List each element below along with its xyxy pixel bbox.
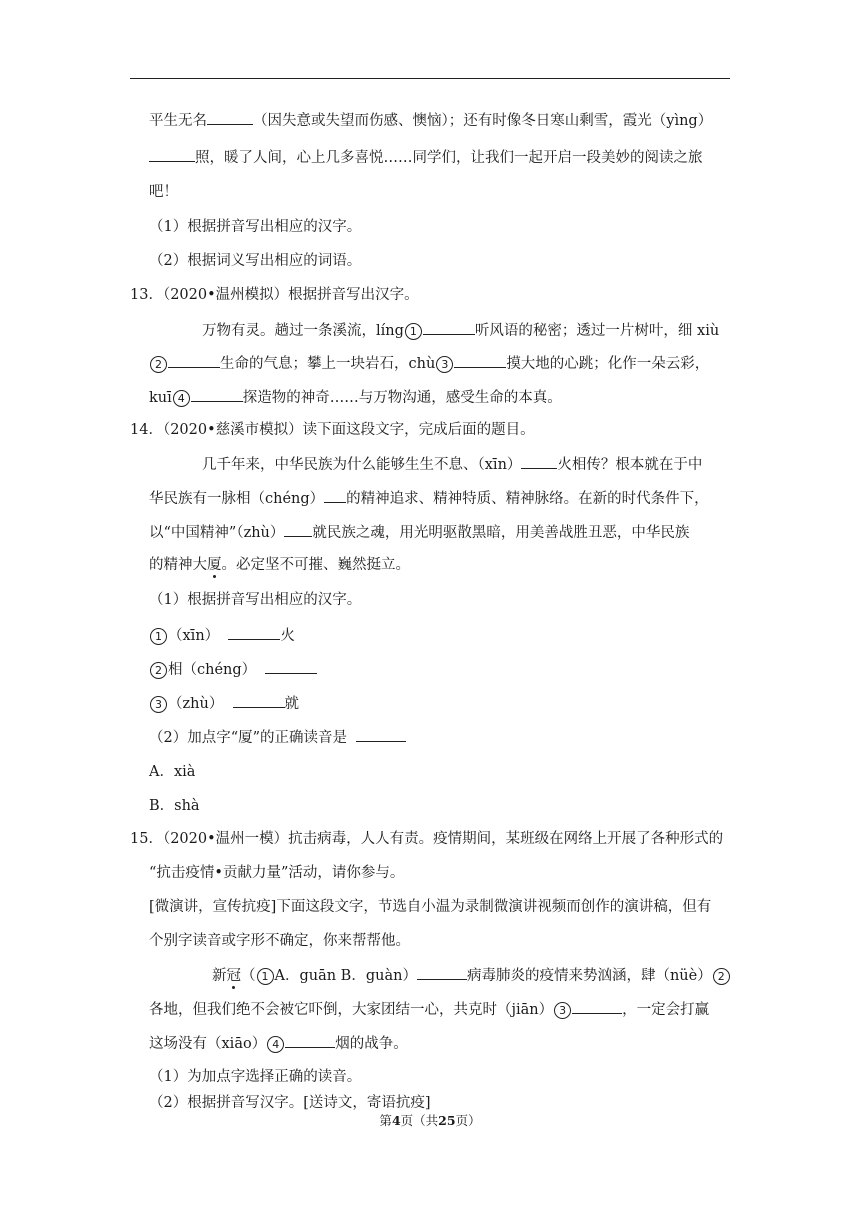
text-line: 吧！ <box>149 184 178 200</box>
answer-blank <box>284 522 312 537</box>
option-b: B．shà <box>149 798 200 814</box>
text-line: 新冠（ 1 A．guān B．guàn） 病毒肺炎的疫情来势汹涵，肆（nüè） 2 <box>212 965 731 986</box>
question-13-heading: 13．（2020•温州模拟）根据拼音写出汉字。 <box>130 287 419 303</box>
text-line: “抗击疫情•贡献力量”活动，请你参与。 <box>149 865 405 881</box>
answer-blank <box>207 110 253 125</box>
dotted-character: 厦 <box>207 557 222 573</box>
dotted-character: 冠 <box>226 968 241 984</box>
text-line: 华民族有一脉相（chéng） 的精神追求、精神特质、精神脉络。在新的时代条件下， <box>149 488 709 509</box>
text-line: 万物有灵。趟过一条溪流，líng 1 听风语的秘密；透过一片树叶，细 xiù <box>202 320 719 341</box>
question-15-heading: 15．（2020•温州一模）抗击病毒，人人有责。疫情期间，某班级在网络上开展了各种形式的 <box>130 831 724 847</box>
circled-number: 2 <box>713 968 730 985</box>
text-line: 的精神大厦。必定坚不可摧、巍然挺立。 <box>149 557 410 573</box>
text-line: 这场没有（xiāo） 4 烟的战争。 <box>149 1033 408 1054</box>
text-line: 平生无名 （因失意或失望而伤感、懊恼）；还有时像冬日寒山剩雪，霞光（yìng） <box>149 110 712 131</box>
header-rule <box>130 78 730 79</box>
sub-question: （1）根据拼音写出相应的汉字。 <box>149 219 362 235</box>
answer-blank <box>149 147 195 162</box>
text-line: kuī 4 探造物的神奇……与万物沟通，感受生命的本真。 <box>149 387 562 408</box>
option-a: A．xià <box>149 764 196 780</box>
question-14-heading: 14．（2020•慈溪市模拟）读下面这段文字，完成后面的题目。 <box>130 422 535 438</box>
circled-number: 2 <box>150 662 167 679</box>
text-line: 照，暖了人间，心上几多喜悦……同学们，让我们一起开启一段美妙的阅读之旅 <box>149 147 703 168</box>
circled-number: 3 <box>436 356 453 373</box>
answer-blank <box>233 693 285 708</box>
answer-blank <box>228 625 280 640</box>
circled-number: 1 <box>150 628 167 645</box>
answer-blank <box>417 965 467 980</box>
sub-question: （2）根据词义写出相应的词语。 <box>149 253 362 269</box>
text-line: 个别字读音或字形不确定，你来帮帮他。 <box>149 933 410 949</box>
answer-item: 3 （zhù） 就 <box>149 693 299 714</box>
circled-number: 4 <box>267 1036 284 1053</box>
text-line: 2 生命的气息；攀上一块岩石，chù 3 摸大地的心跳；化作一朵云彩， <box>149 353 709 374</box>
circled-number: 1 <box>257 968 274 985</box>
answer-blank <box>521 454 557 469</box>
answer-blank <box>572 999 622 1014</box>
sub-question: （2）加点字“厦”的正确读音是 <box>149 727 406 748</box>
answer-blank <box>324 488 346 503</box>
circled-number: 3 <box>150 696 167 713</box>
text-line: 以“中国精神”（zhù） 就民族之魂，用光明驱散黑暗，用美善战胜丑恶，中华民族 <box>149 522 689 543</box>
answer-blank <box>423 320 475 335</box>
circled-number: 3 <box>554 1002 571 1019</box>
sub-question: （2）根据拼音写汉字。[送诗文，寄语抗疫] <box>149 1095 431 1111</box>
answer-item: 2 相（chéng） <box>149 659 317 680</box>
answer-blank <box>285 1033 335 1048</box>
sub-question: （1）为加点字选择正确的读音。 <box>149 1069 362 1085</box>
sub-question: （1）根据拼音写出相应的汉字。 <box>149 592 362 608</box>
answer-blank <box>356 727 406 742</box>
answer-blank <box>191 387 243 402</box>
answer-blank <box>168 353 220 368</box>
circled-number: 2 <box>150 356 167 373</box>
answer-blank <box>265 659 317 674</box>
answer-item: 1 （xīn） 火 <box>149 625 295 646</box>
page-footer: 第4页（共25页） <box>379 1113 481 1128</box>
answer-blank <box>454 353 506 368</box>
circled-number: 1 <box>405 323 422 340</box>
circled-number: 4 <box>173 390 190 407</box>
text-line: 几千年来，中华民族为什么能够生生不息、（xīn） 火相传？根本就在于中 <box>202 454 702 475</box>
text-line: [微演讲，宣传抗疫]下面这段文字，节选自小温为录制微演讲视频而创作的演讲稿，但有 <box>149 899 712 915</box>
text-line: 各地，但我们绝不会被它吓倒，大家团结一心，共克时（jiān） 3 ，一定会打赢 <box>149 999 709 1020</box>
